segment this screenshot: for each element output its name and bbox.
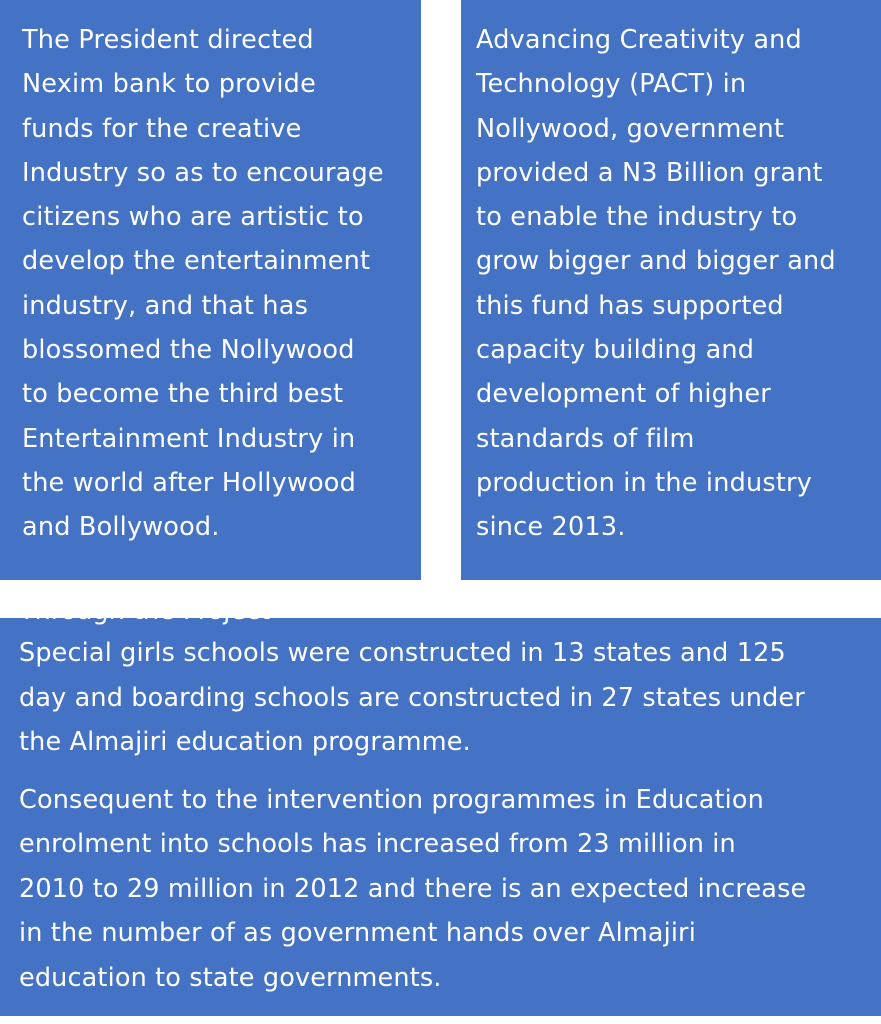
enrolment-paragraph: Consequent to the intervention programmes in Education enrolment into schools has increased from 23 million in 2010 to 29 million in 2012 and there is an expected increase in the number of as government hands over Almajiri education to state governments. bbox=[19, 784, 807, 993]
pact-grant-text: Advancing Creativity and Technology (PACT) in Nollywood, government provided a N3 Billion grant to enable the industry to grow bigger and bigger and this fund has supported capacity building and development of higher standards of film production in the industry since 2013. bbox=[476, 25, 836, 543]
clipped-heading: Through the Project bbox=[19, 596, 271, 626]
nexim-funding-panel bbox=[0, 0, 421, 580]
education-panel bbox=[0, 596, 881, 1016]
pact-grant-panel bbox=[461, 0, 881, 580]
almajiri-schools-paragraph: Special girls schools were constructed in 13 states and 125 day and boarding schools are constructed in 27 states under the Almajiri education programme. bbox=[19, 638, 805, 757]
nexim-funding-text: The President directed Nexim bank to provide funds for the creative Industry so as to encourage citizens who are artistic to develop the entertainment industry, and that has blossomed the Nollywood to become the third best Entertainment Industry in the world after Hollywood and Bollywood. bbox=[22, 25, 384, 543]
